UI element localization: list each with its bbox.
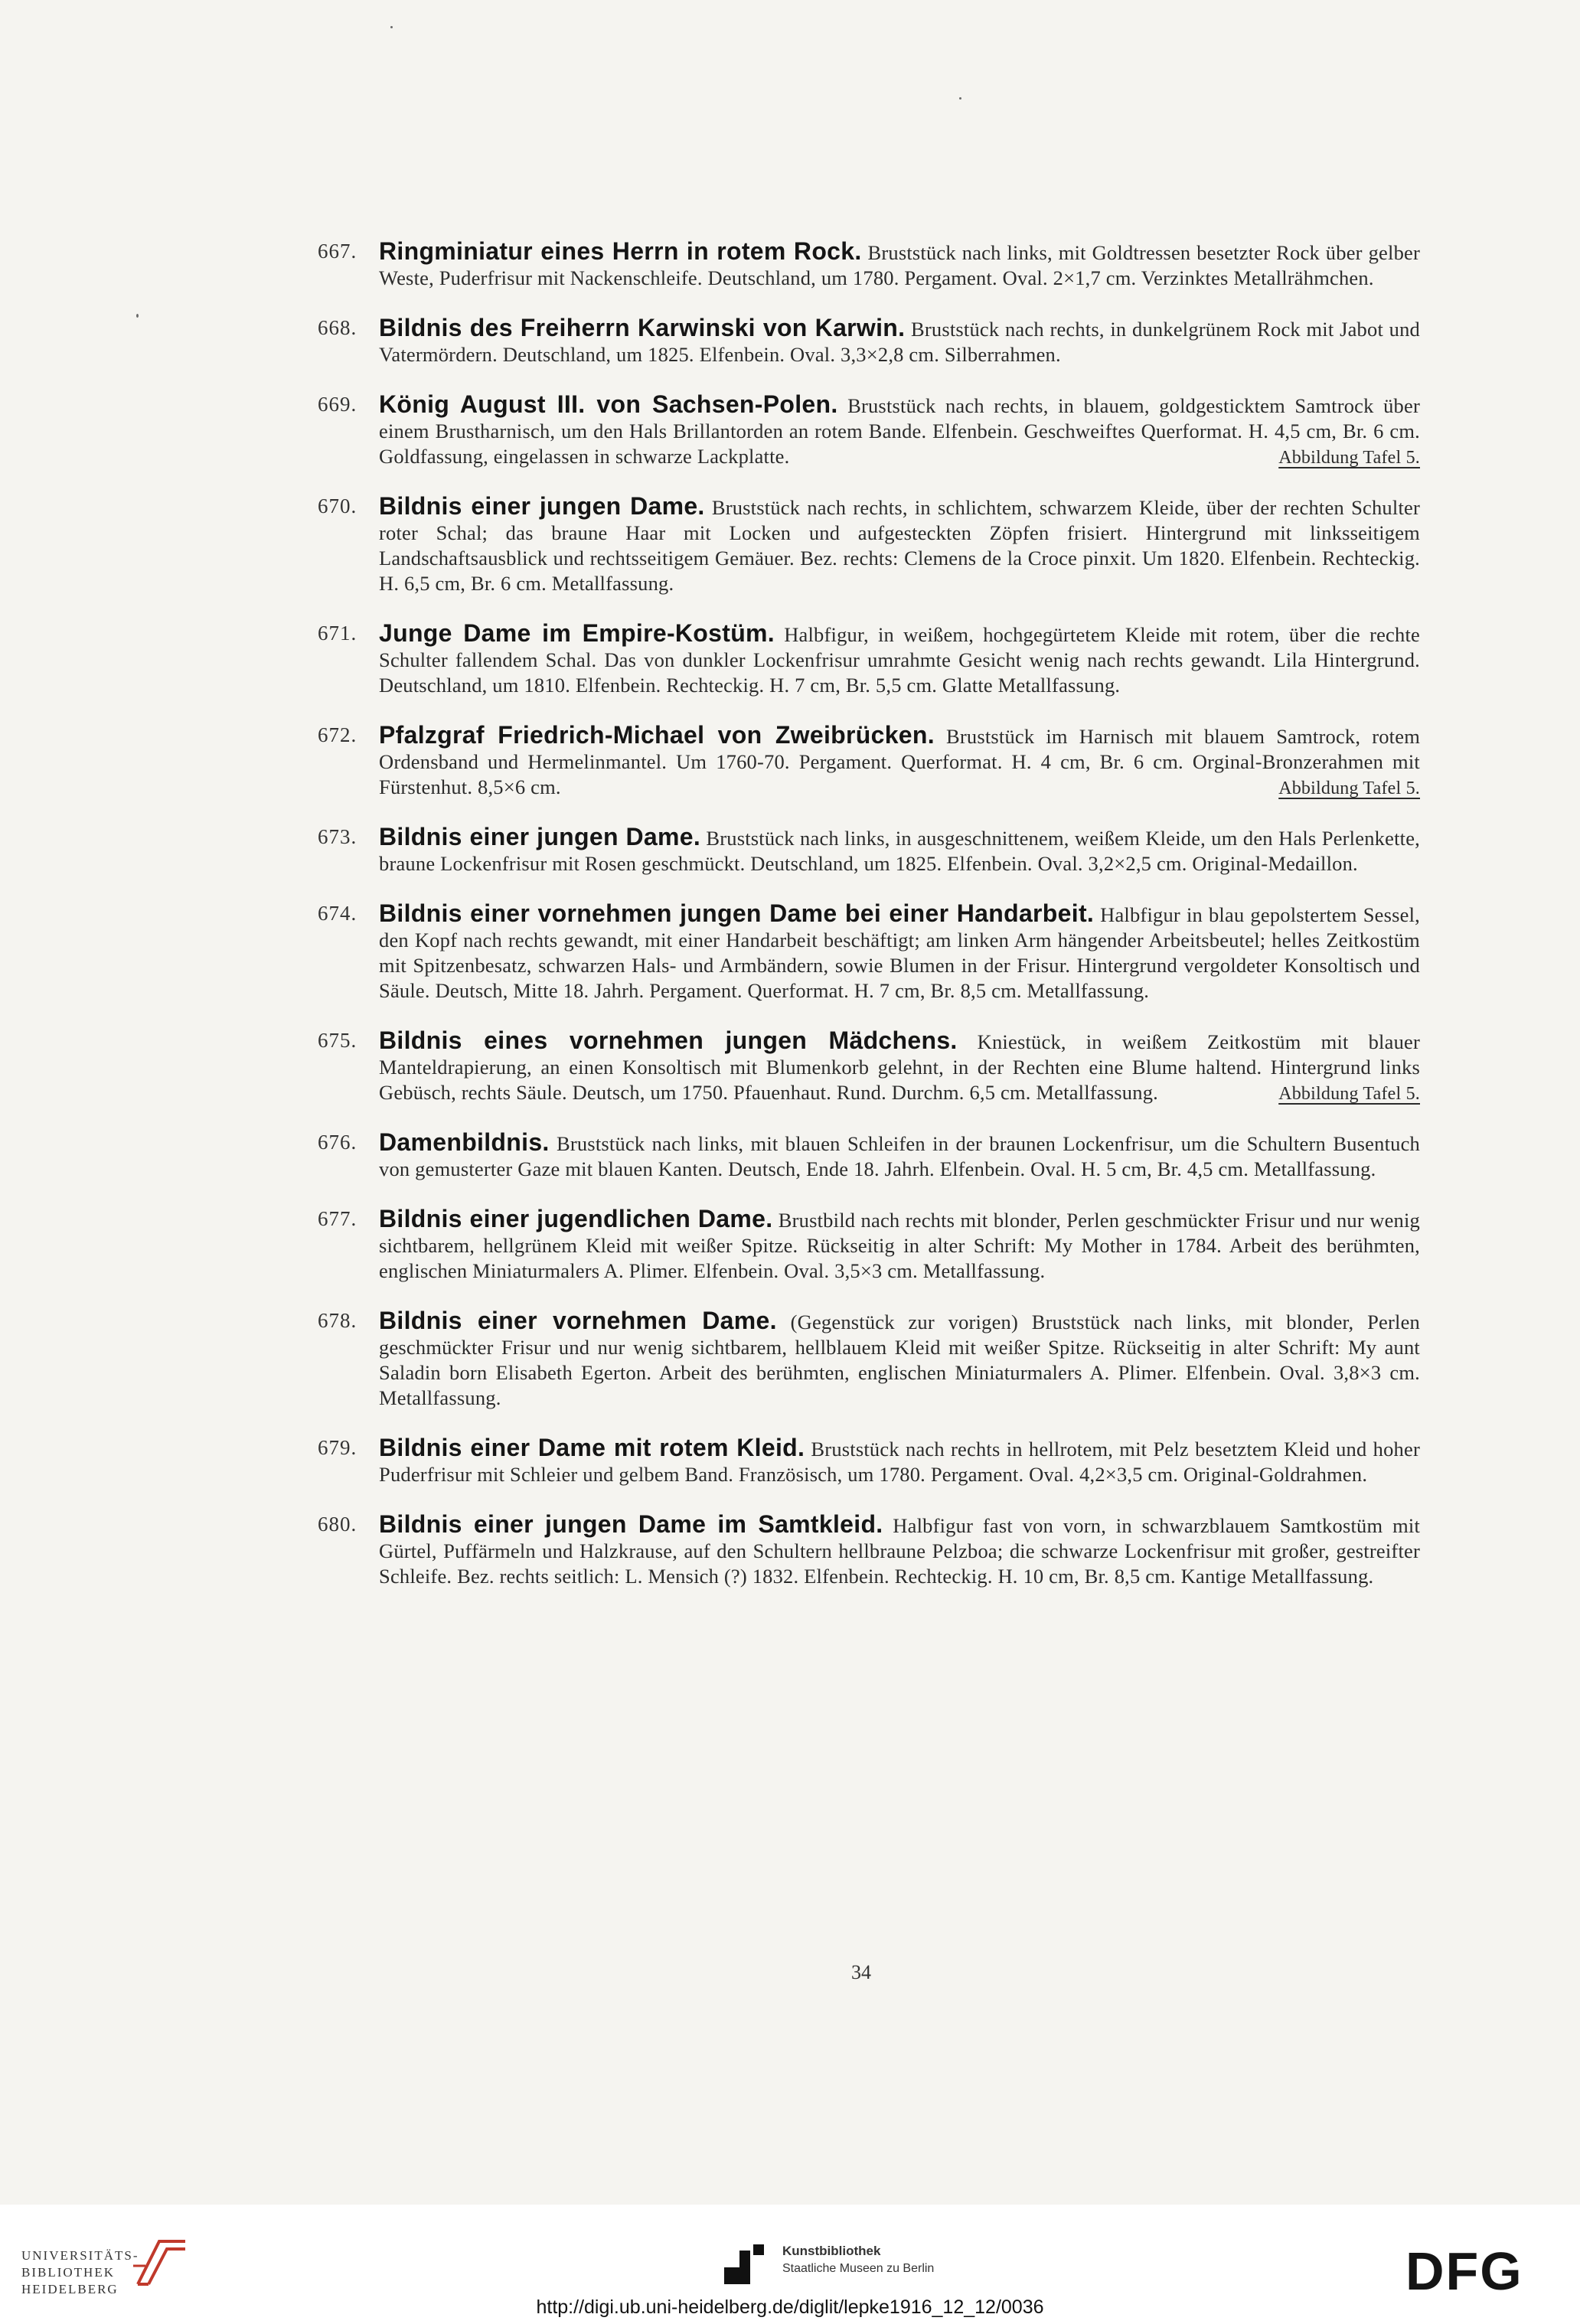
entry-body (379, 621, 1420, 698)
entry-title: Bildnis einer Dame mit rotem Kleid. (379, 1434, 805, 1461)
kunstbibliothek-label (782, 2243, 934, 2278)
catalog-entry (318, 1435, 1420, 1487)
entry-description: Bruststück nach rechts in hellrotem, mit Pelz besetztem Kleid und hoher Puderfrisur mit Schleier und gelbem Band. Französisch, um 1780. Pergament. Oval. 4,2×3,5 cm. Original-Goldrahmen. (379, 1438, 1420, 1486)
catalog-entry (318, 392, 1420, 469)
catalog-entry (318, 239, 1420, 291)
entry-number: 678. (318, 1309, 357, 1332)
entry-title: König August III. von Sachsen-Polen. (379, 390, 838, 418)
entry-number: 667. (318, 240, 357, 263)
dust-speck (959, 97, 961, 100)
entry-description: Halbfigur fast von vorn, in schwarzblauem Samtkostüm mit Gürtel, Puffärmeln und Halzkrause, auf den Schultern hellbraune Pelzboa; die schwarze Lockenfrisur mit großer, gestreifter Schleife. Bez. rechts seitlich: L. Mensich (?) 1832. Elfenbein. Rechteckig. H. 10 cm, Br. 8,5 cm. Kantige Metallfassung. (379, 1514, 1421, 1588)
entry-description: Bruststück nach rechts, in dunkelgrünem Rock mit Jabot und Vatermördern. Deutschland, um 1825. Elfenbein. Oval. 3,3×2,8 cm. Silberrahmen. (379, 318, 1420, 366)
entry-body (379, 1028, 1420, 1105)
entry-title: Bildnis einer jugendlichen Dame. (379, 1205, 773, 1232)
catalog-entry (318, 1512, 1420, 1589)
entry-description: Halbfigur in blau gepolstertem Sessel, den Kopf nach rechts gewandt, mit einer Handarbeit beschäftigt; am linken Arm hängender Arbeitsbeutel; helles Zeitkostüm mit Spitzenbesatz, schwarzen Hals- und Armbändern, sowie Blumen in der Frisur. Hintergrund vergoldeter Konsoltisch und Säule. Deutsch, Mitte 18. Jahrh. Pergament. Querformat. H. 7 cm, Br. 8,5 cm. Metallfassung. (379, 903, 1420, 1002)
entry-number: 677. (318, 1207, 357, 1230)
catalog-entry (318, 315, 1420, 367)
entry-description: Bruststück im Harnisch mit blauem Samtrock, rotem Ordensband und Hermelinmantel. Um 1760-70. Pergament. Querformat. H. 4 cm, Br. 6 cm. Orginal-Bronzerahmen mit Fürstenhut. 8,5×6 cm. (379, 725, 1421, 798)
entry-title: Bildnis eines vornehmen jungen Mädchens. (379, 1027, 958, 1054)
entry-title: Ringminiatur eines Herrn in rotem Rock. (379, 237, 862, 265)
dust-speck (136, 314, 139, 318)
entry-body (379, 1308, 1420, 1411)
entry-title: Pfalzgraf Friedrich-Michael von Zweibrücken. (379, 721, 935, 749)
entry-body (379, 1206, 1420, 1284)
entry-body (379, 239, 1420, 291)
catalog-entry (318, 1130, 1420, 1182)
university-line: HEIDELBERG (21, 2282, 119, 2296)
entry-body (379, 392, 1420, 469)
entry-number: 674. (318, 902, 357, 925)
entry-body (379, 315, 1420, 367)
entry-number: 672. (318, 723, 357, 746)
entry-title: Bildnis einer vornehmen Dame. (379, 1307, 777, 1334)
entry-description: Bruststück nach links, mit Goldtressen besetzter Rock über gelber Weste, Puderfrisur mit Nackenschleife. Deutschland, um 1780. Pergament. Oval. 2×1,7 cm. Verzinktes Metallrähmchen. (379, 241, 1421, 289)
entry-title: Damenbildnis. (379, 1128, 550, 1156)
entry-title: Bildnis einer jungen Dame im Samtkleid. (379, 1510, 883, 1538)
entry-description: Kniestück, in weißem Zeitkostüm mit blauer Manteldrapierung, an einen Konsoltisch mit Blumenkorb gelehnt, in der Rechten eine Blume haltend. Hintergrund links Gebüsch, rechts Säule. Deutsch, um 1750. Pfauenhaut. Rund. Durchm. 6,5 cm. Metallfassung. (379, 1030, 1421, 1104)
entry-number: 675. (318, 1029, 357, 1052)
catalog-entry (318, 494, 1420, 596)
entry-body (379, 494, 1420, 596)
entry-body (379, 1130, 1420, 1182)
entry-description: (Gegenstück zur vorigen) Bruststück nach links, mit blonder, Perlen geschmückter Frisur und nur wenig sichtbarem, hellblauem Kleid mit weißer Spitze. Rückseitig in alter Schrift: My aunt Saladin born Elisabeth Egerton. Arbeit des berühmten, englischen Miniaturmalers A. Plimer. Elfenbein. Oval. 3,8×3 cm. Metallfassung. (379, 1311, 1420, 1409)
entry-number: 676. (318, 1131, 357, 1154)
entry-body (379, 901, 1420, 1004)
entry-number: 669. (318, 393, 357, 416)
entry-number: 670. (318, 495, 357, 517)
catalog-entry (318, 723, 1420, 800)
entry-title: Junge Dame im Empire-Kostüm. (379, 619, 775, 647)
page-number: 34 (851, 1961, 871, 1983)
catalog-entry (318, 901, 1420, 1004)
entry-description: Halbfigur, in weißem, hochgegürtetem Kleide mit rotem, über die rechte Schulter fallendem Schal. Das von dunkler Lockenfrisur umrahmte Gesicht wenig nach rechts gewandt. Lila Hintergrund. Deutschland, um 1810. Elfenbein. Rechteckig. H. 7 cm, Br. 5,5 cm. Glatte Metallfassung. (379, 623, 1420, 697)
catalog-entries (318, 239, 1420, 1614)
entry-body (379, 1435, 1420, 1487)
entry-title: Bildnis einer jungen Dame. (379, 492, 705, 520)
plate-reference: Abbildung Tafel 5. (1278, 448, 1420, 468)
plate-reference: Abbildung Tafel 5. (1278, 1084, 1420, 1104)
dust-speck (390, 26, 393, 28)
entry-number: 671. (318, 622, 357, 645)
entry-number: 668. (318, 316, 357, 339)
library-subtitle: Staatliche Museen zu Berlin (782, 2262, 935, 2275)
entry-description: Bruststück nach rechts, in blauem, goldgesticktem Samtrock über einem Brustharnisch, um den Hals Brillantorden an rotem Bande. Elfenbein. Geschweiftes Querformat. H. 4,5 cm, Br. 6 cm. Goldfassung, eingelassen in schwarze Lackplatte. (379, 394, 1420, 468)
plate-reference: Abbildung Tafel 5. (1278, 778, 1420, 798)
entry-title: Bildnis einer jungen Dame. (379, 823, 701, 850)
document-url[interactable]: http://digi.ub.uni-heidelberg.de/diglit/lepke1916_12_12/0036 (536, 2296, 1044, 2318)
kunstbibliothek-logo-icon (720, 2240, 769, 2289)
entry-description: Bruststück nach links, in ausgeschnittenem, weißem Kleide, um den Hals Perlenkette, braune Lockenfrisur mit Rosen geschmückt. Deutschland, um 1825. Elfenbein. Oval. 3,2×2,5 cm. Original-Medaillon. (379, 827, 1420, 875)
entry-title: Bildnis des Freiherrn Karwinski von Karwin. (379, 314, 906, 341)
entry-description: Brustbild nach rechts mit blonder, Perlen geschmückter Frisur und nur wenig sichtbarem, hellgrünem Kleid mit weißer Spitze. Rückseitig in alter Schrift: My Mother in 1784. Arbeit des berühmten, englischen Miniaturmalers A. Plimer. Elfenbein. Oval. 3,5×3 cm. Metallfassung. (379, 1209, 1421, 1282)
entry-body (379, 1512, 1420, 1589)
entry-body (379, 824, 1420, 876)
catalog-entry (318, 621, 1420, 698)
entry-body (379, 723, 1420, 800)
university-library-logo-icon (132, 2235, 190, 2296)
university-library-label (21, 2247, 139, 2298)
library-name: Kunstbibliothek (782, 2244, 881, 2258)
university-line: BIBLIOTHEK (21, 2265, 115, 2280)
catalog-entry (318, 1206, 1420, 1284)
entry-title: Bildnis einer vornehmen jungen Dame bei einer Handarbeit. (379, 899, 1095, 927)
catalog-entry (318, 1028, 1420, 1105)
entry-number: 679. (318, 1436, 357, 1459)
catalog-entry (318, 824, 1420, 876)
entry-number: 680. (318, 1513, 357, 1536)
university-line: UNIVERSITÄTS- (21, 2248, 139, 2263)
entry-description: Bruststück nach rechts, in schlichtem, schwarzem Kleide, über der rechten Schulter roter Schal; das braune Haar mit Locken und aufgesteckten Zöpfen frisiert. Hintergrund mit linksseitigem Landschaftsausblick und rechtsseitigem Gemäuer. Bez. rechts: Clemens de la Croce pinxit. Um 1820. Elfenbein. Rechteckig. H. 6,5 cm, Br. 6 cm. Metallfassung. (379, 496, 1420, 595)
footer-bar (0, 2205, 1580, 2324)
entry-description: Bruststück nach links, mit blauen Schleifen in der braunen Lockenfrisur, um die Schultern Busentuch von gemusterter Gaze mit blauen Kanten. Deutsch, Ende 18. Jahrh. Elfenbein. Oval. H. 5 cm, Br. 4,5 cm. Metallfassung. (379, 1132, 1421, 1180)
catalog-entry (318, 1308, 1420, 1411)
dfg-logo: DFG (1405, 2241, 1523, 2301)
entry-number: 673. (318, 825, 357, 848)
